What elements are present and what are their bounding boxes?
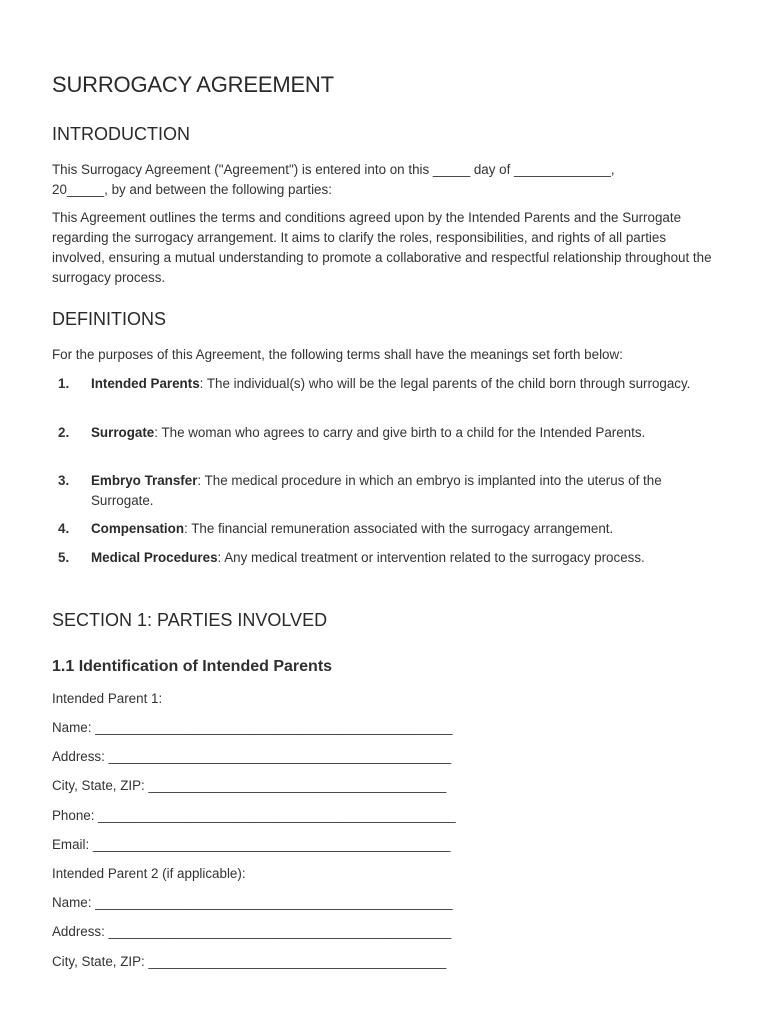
definition-item-embryo-transfer xyxy=(52,471,716,511)
definition-term: Surrogate xyxy=(91,425,155,440)
intended-parent-2-label: Intended Parent 2 (if applicable): xyxy=(52,866,246,881)
definition-term: Intended Parents xyxy=(91,376,200,391)
definition-number: 3. xyxy=(58,473,70,488)
definition-item-intended-parents xyxy=(52,374,716,394)
intended-parent-1-label: Intended Parent 1: xyxy=(52,691,163,706)
definitions-heading: DEFINITIONS xyxy=(52,309,167,329)
intended-parent-2-name-field[interactable]: Name: ________________________________________________ xyxy=(52,895,453,910)
definition-term: Embryo Transfer xyxy=(91,473,198,488)
definition-text: : The woman who agrees to carry and give birth to a child for the Intended Parents. xyxy=(154,425,646,440)
definition-item-compensation xyxy=(52,519,716,539)
intended-parent-2-address-field[interactable]: Address: ______________________________________________ xyxy=(52,924,452,939)
definition-text: : Any medical treatment or intervention related to the surrogacy process. xyxy=(217,550,645,565)
definition-text: : The financial remuneration associated with the surrogacy arrangement. xyxy=(184,521,614,536)
intended-parent-1-email-field[interactable]: Email: ________________________________________________ xyxy=(52,837,451,852)
intended-parent-2-city-state-zip-field[interactable]: City, State, ZIP: ________________________________________ xyxy=(52,954,447,969)
introduction-paragraph-1-line-2: 20_____, by and between the following parties: xyxy=(52,182,332,197)
section-1-heading: SECTION 1: PARTIES INVOLVED xyxy=(52,610,328,630)
intended-parent-1-address-field[interactable]: Address: ______________________________________________ xyxy=(52,749,452,764)
definition-text: : The individual(s) who will be the legal parents of the child born through surrogacy. xyxy=(199,376,691,391)
subsection-1-1-heading: 1.1 Identification of Intended Parents xyxy=(52,658,333,675)
intended-parent-1-name-field[interactable]: Name: ________________________________________________ xyxy=(52,720,453,735)
intended-parent-1-phone-field[interactable]: Phone: ________________________________________________ xyxy=(52,808,456,823)
definition-item-surrogate xyxy=(52,423,716,443)
definition-text: : The medical procedure in which an embryo is implanted into the uterus of the Surrogate. xyxy=(91,473,662,508)
definition-number: 5. xyxy=(58,550,70,565)
document-title: SURROGACY AGREEMENT xyxy=(52,72,334,97)
definitions-intro: For the purposes of this Agreement, the following terms shall have the meanings set forth below: xyxy=(52,347,623,362)
definition-term: Medical Procedures xyxy=(91,550,218,565)
introduction-heading: INTRODUCTION xyxy=(52,124,190,144)
definition-number: 1. xyxy=(58,376,70,391)
definition-number: 2. xyxy=(58,425,70,440)
introduction-paragraph-2: This Agreement outlines the terms and conditions agreed upon by the Intended Parents and the Surrogate regarding the surrogacy arrangement. It aims to clarify the roles, responsibilities, and rights of all parties involved, ensuring a mutual understanding to promote a collaborative and respectful relationship throughout the surrogacy process. xyxy=(52,210,712,285)
intended-parent-1-city-state-zip-field[interactable]: City, State, ZIP: ________________________________________ xyxy=(52,778,447,793)
introduction-paragraph-1-line-1: This Surrogacy Agreement ("Agreement") is entered into on this _____ day of _____________, xyxy=(52,162,615,177)
definition-term: Compensation xyxy=(91,521,184,536)
definition-number: 4. xyxy=(58,521,70,536)
definition-item-medical-procedures xyxy=(52,548,716,568)
